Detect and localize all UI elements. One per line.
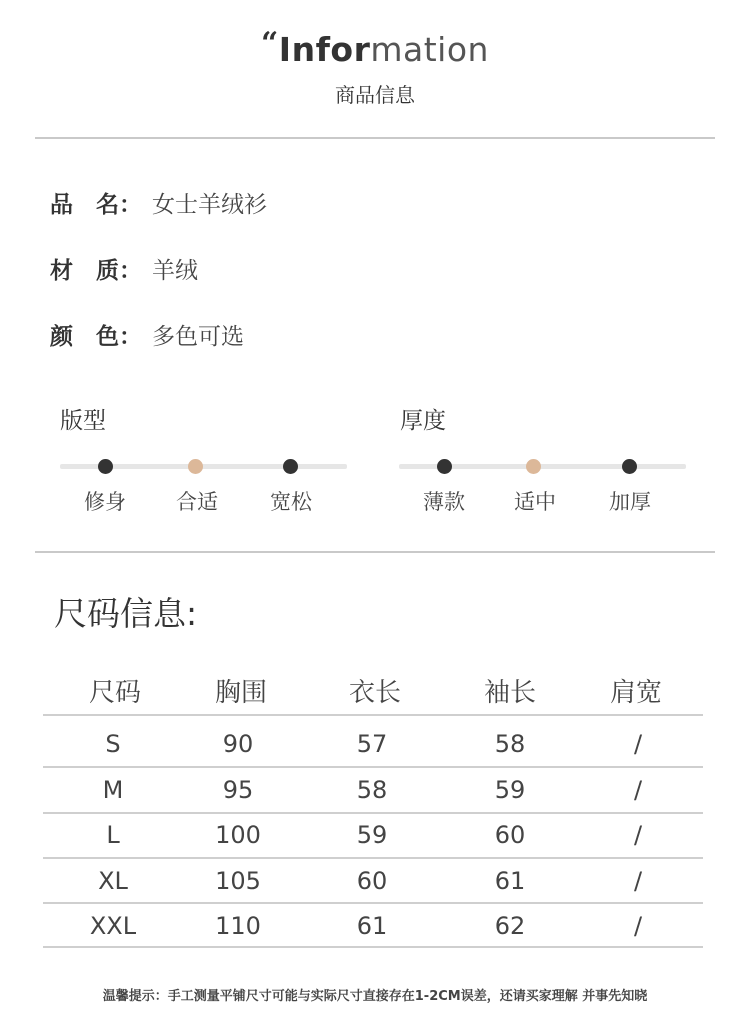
thickness-scale-title: 厚度 xyxy=(400,408,446,434)
table-cell: 60 xyxy=(494,821,526,849)
table-cell: 61 xyxy=(356,912,388,940)
info-row-color xyxy=(50,318,244,351)
size-section-title: 尺码信息: xyxy=(54,594,198,633)
page-title xyxy=(0,26,750,69)
info-label: 材 质： xyxy=(50,258,142,284)
size-header-length: 衣长 xyxy=(348,678,401,708)
table-cell: 95 xyxy=(222,776,254,804)
title-light-part: mation xyxy=(370,30,489,69)
thickness-label-thick: 加厚 xyxy=(609,490,651,514)
fit-label-regular: 合适 xyxy=(176,490,218,514)
info-label: 品 名： xyxy=(50,192,142,218)
thickness-dot-thin xyxy=(437,459,452,474)
size-header-chest: 胸围 xyxy=(214,678,267,708)
table-cell: S xyxy=(105,730,121,758)
fit-dot-regular xyxy=(188,459,203,474)
table-cell: / xyxy=(633,821,643,849)
divider-middle xyxy=(35,551,715,553)
table-cell: 58 xyxy=(356,776,388,804)
table-cell: 61 xyxy=(494,867,526,895)
table-cell: 62 xyxy=(494,912,526,940)
fit-dot-slim xyxy=(98,459,113,474)
info-value: 多色可选 xyxy=(152,324,244,350)
table-cell: XXL xyxy=(89,912,137,940)
table-cell: XL xyxy=(98,867,128,895)
info-label: 颜 色： xyxy=(50,324,142,350)
table-cell: 90 xyxy=(222,730,254,758)
size-header-size: 尺码 xyxy=(88,678,141,708)
table-cell: 57 xyxy=(356,730,388,758)
table-cell: L xyxy=(106,821,120,849)
fit-scale-title: 版型 xyxy=(60,408,106,434)
quote-mark: “ xyxy=(261,26,279,61)
table-rule xyxy=(43,902,703,904)
table-rule xyxy=(43,766,703,768)
info-row-name xyxy=(50,186,267,219)
fit-label-loose: 宽松 xyxy=(270,490,312,514)
info-row-material xyxy=(50,252,198,285)
page-subtitle: 商品信息 xyxy=(335,83,415,107)
table-cell: / xyxy=(633,776,643,804)
table-rule xyxy=(43,857,703,859)
thickness-dot-medium xyxy=(526,459,541,474)
table-cell: / xyxy=(633,912,643,940)
table-cell: 59 xyxy=(494,776,526,804)
table-cell: 100 xyxy=(215,821,261,849)
table-cell: / xyxy=(633,730,643,758)
table-cell: 59 xyxy=(356,821,388,849)
divider-top xyxy=(35,137,715,139)
info-value: 女士羊绒衫 xyxy=(152,192,267,218)
table-rule xyxy=(43,946,703,948)
table-cell: 60 xyxy=(356,867,388,895)
thickness-label-medium: 适中 xyxy=(514,490,556,514)
size-header-shoulder: 肩宽 xyxy=(609,678,662,708)
table-cell: / xyxy=(633,867,643,895)
fit-label-slim: 修身 xyxy=(84,490,126,514)
table-cell: 110 xyxy=(215,912,261,940)
size-header-sleeve: 袖长 xyxy=(483,678,536,708)
footer-note: 温馨提示：手工测量平铺尺寸可能与实际尺寸直接存在1-2CM误差，还请买家理解 并事先知晓 xyxy=(102,989,648,1004)
table-cell: M xyxy=(102,776,124,804)
fit-dot-loose xyxy=(283,459,298,474)
info-value: 羊绒 xyxy=(152,258,198,284)
thickness-label-thin: 薄款 xyxy=(423,490,465,514)
table-cell: 105 xyxy=(215,867,261,895)
title-bold-part: Infor xyxy=(278,30,371,69)
thickness-dot-thick xyxy=(622,459,637,474)
table-rule xyxy=(43,714,703,716)
table-rule xyxy=(43,812,703,814)
table-cell: 58 xyxy=(494,730,526,758)
